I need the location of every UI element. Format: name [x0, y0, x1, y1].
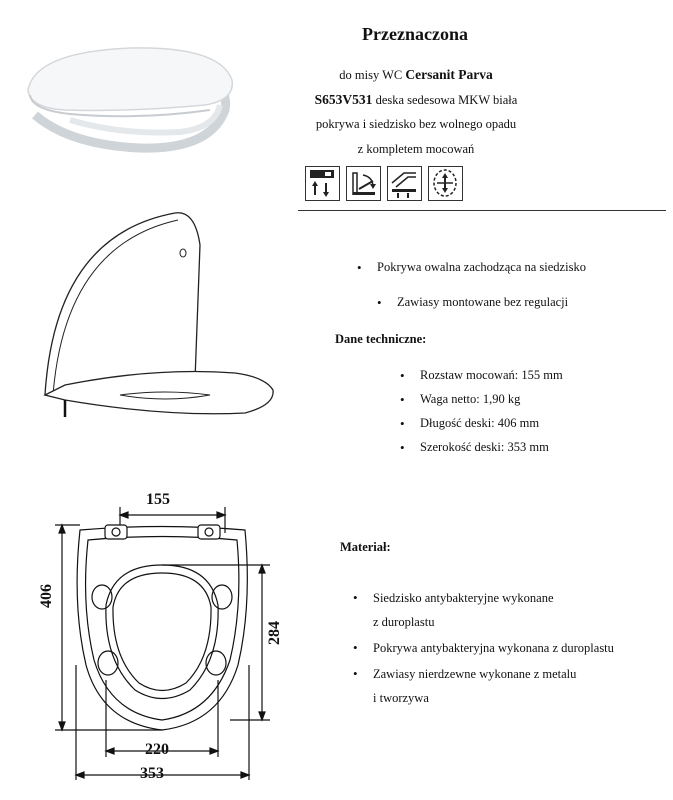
tech-item: • Rozstaw mocowań: 155 mm — [420, 368, 563, 383]
material-item-3-line-1: Zawiasy nierdzewne wykonane z metalu — [373, 667, 577, 681]
feature-icons — [305, 166, 463, 201]
section-divider — [298, 210, 666, 211]
tech-item: • Waga netto: 1,90 kg — [420, 392, 563, 407]
material-heading: Materiał: — [340, 540, 391, 554]
description-line-4: z kompletem mocowań — [357, 142, 475, 156]
description-line-1 — [296, 62, 536, 88]
antibacterial-seat-icon — [428, 166, 463, 201]
material-item-1-line-1: Siedzisko antybakteryjne wykonane — [373, 591, 554, 605]
material-item — [373, 636, 614, 660]
description-rest: deska sedesowa MKW biała — [372, 93, 518, 107]
brand-name: Cersanit Parva — [405, 67, 493, 82]
hinge-adjust-icon — [387, 166, 422, 201]
tech-item: • Długość deski: 406 mm — [420, 416, 563, 431]
material-list — [373, 586, 614, 710]
tech-heading: Dane techniczne: — [335, 332, 427, 346]
dimension-284: 284 — [266, 621, 283, 645]
feature-list — [377, 260, 586, 275]
lid-opening-icon — [346, 166, 381, 201]
feature-item: • Zawiasy montowane bez regulacji — [397, 295, 568, 310]
tech-item: • Szerokość deski: 353 mm — [420, 440, 563, 455]
dimension-406: 406 — [38, 584, 55, 608]
technical-drawing — [40, 485, 285, 785]
tech-list — [420, 368, 563, 455]
feature-item: • Pokrywa owalna zachodząca na siedzisko — [377, 260, 586, 275]
description-line-3: pokrywa i siedzisko bez wolnego opadu — [315, 117, 517, 131]
mounting-tool-icon — [305, 166, 340, 201]
description-prefix: do misy WC — [339, 68, 406, 82]
seat-line-drawing — [35, 205, 280, 425]
dimension-353: 353 — [140, 765, 164, 782]
page-title: Przeznaczona — [362, 24, 468, 44]
dimension-220: 220 — [145, 741, 169, 758]
material-item — [373, 586, 614, 634]
material-item-1-line-2: z duroplastu — [373, 615, 435, 629]
feature-list-2 — [397, 295, 568, 310]
description-line-2 — [296, 87, 536, 113]
product-photo — [10, 40, 240, 160]
material-item-3-line-2: i tworzywa — [373, 691, 429, 705]
material-item-2: Pokrywa antybakteryjna wykonana z duroplastu — [373, 641, 614, 655]
product-code: S653V531 — [314, 92, 373, 107]
dimension-155: 155 — [146, 491, 170, 508]
material-item — [373, 662, 614, 710]
